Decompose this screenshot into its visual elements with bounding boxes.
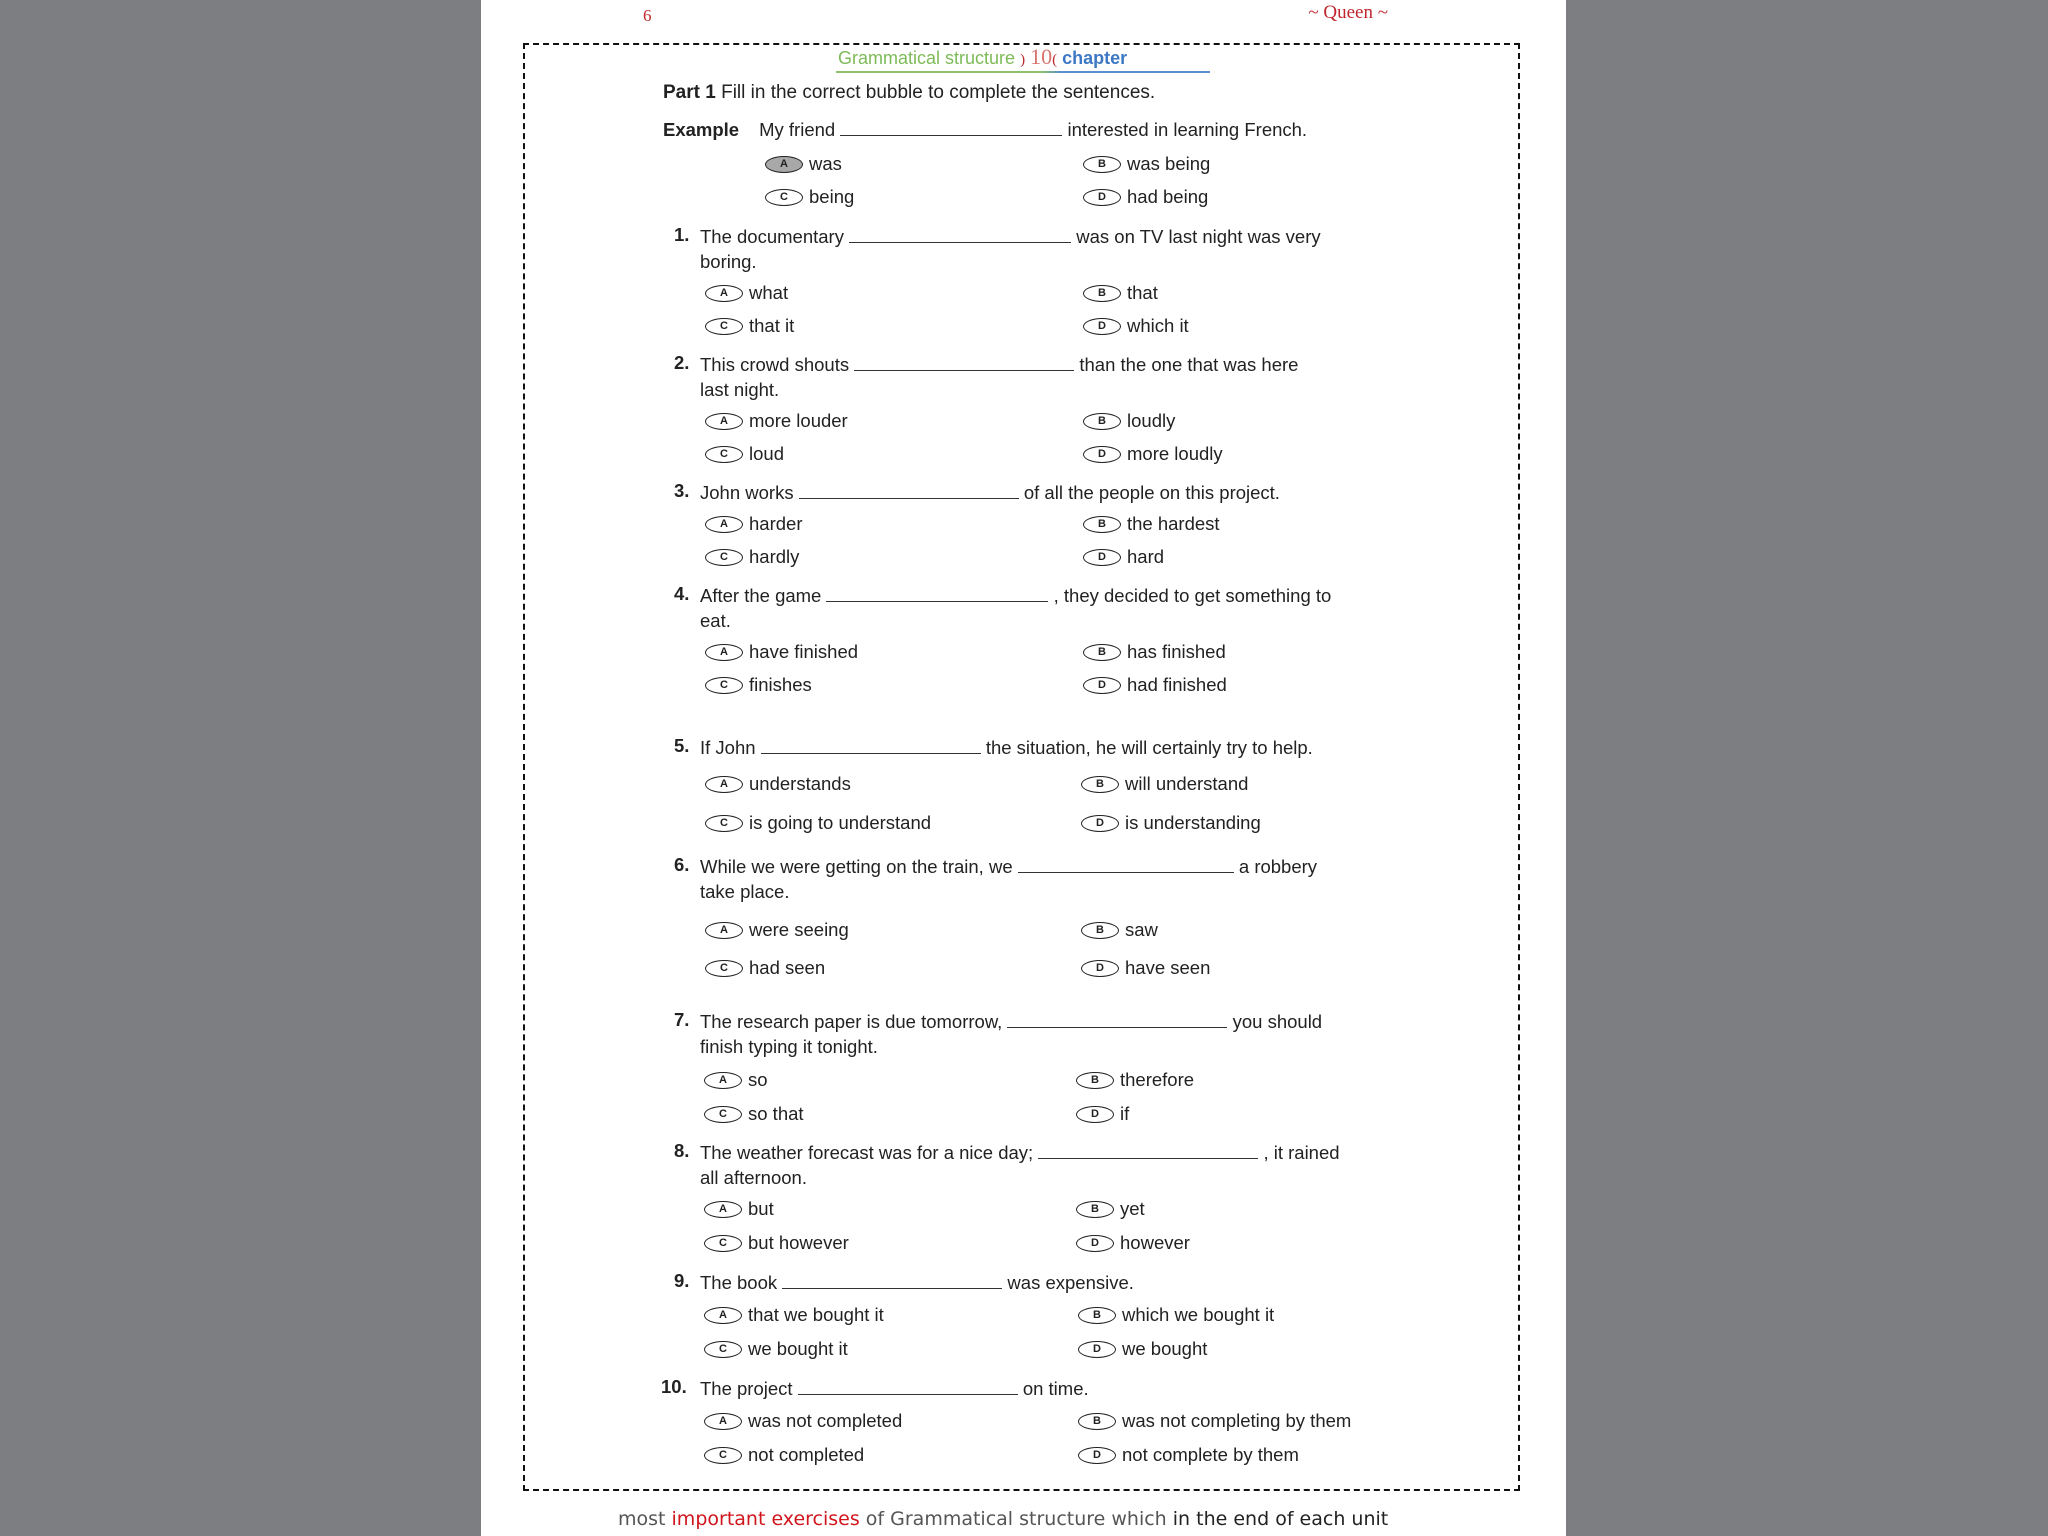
question-10-option-b[interactable]: B was not completing by them xyxy=(1078,1410,1351,1432)
question-stem: After the game , they decided to get something to eat. xyxy=(700,585,1332,631)
question-stem: While we were getting on the train, we a robbery take place. xyxy=(700,856,1318,902)
bubble-d[interactable]: D xyxy=(1083,549,1121,566)
bubble-b[interactable]: B xyxy=(1078,1413,1116,1430)
bubble-b[interactable]: B xyxy=(1083,156,1121,173)
question-3-option-a[interactable]: A harder xyxy=(705,513,802,535)
question-10-option-d[interactable]: D not complete by them xyxy=(1078,1444,1299,1466)
bubble-c[interactable]: C xyxy=(765,189,803,206)
bubble-b[interactable]: B xyxy=(1081,922,1119,939)
question-10-option-a[interactable]: A was not completed xyxy=(704,1410,902,1432)
question-stem: John works of all the people on this project. xyxy=(700,482,1280,503)
question-stem: The documentary was on TV last night was very boring. xyxy=(700,226,1321,272)
question-9-option-a[interactable]: A that we bought it xyxy=(704,1304,884,1326)
bubble-d[interactable]: D xyxy=(1078,1341,1116,1358)
question-stem: The project on time. xyxy=(700,1378,1089,1399)
question-3-option-c[interactable]: C hardly xyxy=(705,546,799,568)
bubble-c[interactable]: C xyxy=(705,549,743,566)
answer-blank xyxy=(1018,858,1234,873)
bubble-c[interactable]: C xyxy=(704,1235,742,1252)
bubble-a[interactable]: A xyxy=(704,1072,742,1089)
bubble-b[interactable]: B xyxy=(1078,1307,1116,1324)
question-4-option-b[interactable]: B has finished xyxy=(1083,641,1226,663)
question-2-option-c[interactable]: C loud xyxy=(705,443,784,465)
question-2-option-d[interactable]: D more loudly xyxy=(1083,443,1223,465)
bubble-d[interactable]: D xyxy=(1083,318,1121,335)
bubble-b[interactable]: B xyxy=(1076,1072,1114,1089)
question-6-option-a[interactable]: A were seeing xyxy=(705,919,849,941)
bubble-d[interactable]: D xyxy=(1076,1106,1114,1123)
bubble-a[interactable]: A xyxy=(704,1307,742,1324)
question-5-option-d[interactable]: D is understanding xyxy=(1081,812,1261,834)
question-9-option-b[interactable]: B which we bought it xyxy=(1078,1304,1274,1326)
question-stem: If John the situation, he will certainly try to help. xyxy=(700,737,1313,758)
bubble-a[interactable]: A xyxy=(704,1413,742,1430)
question-number: 4. xyxy=(674,583,690,604)
question-number: 6. xyxy=(674,854,690,875)
question-4-option-d[interactable]: D had finished xyxy=(1083,674,1227,696)
header-subject: Grammatical structure xyxy=(838,48,1016,68)
question-4-option-a[interactable]: A have finished xyxy=(705,641,858,663)
bubble-c[interactable]: C xyxy=(705,446,743,463)
question-number: 9. xyxy=(674,1270,690,1291)
question-number: 8. xyxy=(674,1140,690,1161)
author-signature: ~ Queen ~ xyxy=(1308,2,1388,23)
question-9-option-c[interactable]: C we bought it xyxy=(704,1338,848,1360)
bubble-d[interactable]: D xyxy=(1083,677,1121,694)
page-number: 6 xyxy=(643,6,652,25)
question-8-option-a[interactable]: A but xyxy=(704,1198,774,1220)
answer-blank xyxy=(1007,1013,1227,1028)
answer-blank xyxy=(854,356,1074,371)
question-5-option-c[interactable]: C is going to understand xyxy=(705,812,931,834)
bubble-b[interactable]: B xyxy=(1083,413,1121,430)
bubble-c[interactable]: C xyxy=(704,1106,742,1123)
question-stem: The research paper is due tomorrow, you should finish typing it tonight. xyxy=(700,1011,1323,1057)
document-page xyxy=(481,0,1566,1536)
chapter-number: 10 xyxy=(1030,44,1053,69)
question-2-option-a[interactable]: A more louder xyxy=(705,410,848,432)
question-1-option-c[interactable]: C that it xyxy=(705,315,794,337)
question-stem: The weather forecast was for a nice day; , it rained all afternoon. xyxy=(700,1142,1340,1188)
bubble-b[interactable]: B xyxy=(1083,285,1121,302)
question-5-option-a[interactable]: A understands xyxy=(705,773,851,795)
bubble-b[interactable]: B xyxy=(1081,776,1119,793)
example-stem: Example My friend interested in learning French. xyxy=(663,119,1308,140)
bubble-a[interactable]: A xyxy=(705,413,743,430)
question-number: 1. xyxy=(674,224,690,245)
answer-blank xyxy=(799,484,1019,499)
question-8-option-c[interactable]: C but however xyxy=(704,1232,849,1254)
question-4-option-c[interactable]: C finishes xyxy=(705,674,812,696)
bubble-b[interactable]: B xyxy=(1076,1201,1114,1218)
bubble-a[interactable]: A xyxy=(704,1201,742,1218)
bubble-a[interactable]: A xyxy=(705,644,743,661)
bubble-b[interactable]: B xyxy=(1083,516,1121,533)
question-1-option-d[interactable]: D which it xyxy=(1083,315,1189,337)
question-7-option-a[interactable]: A so xyxy=(704,1069,768,1091)
question-6-option-b[interactable]: B saw xyxy=(1081,919,1158,941)
bubble-d[interactable]: D xyxy=(1081,960,1119,977)
question-2-option-b[interactable]: B loudly xyxy=(1083,410,1175,432)
bubble-d[interactable]: D xyxy=(1076,1235,1114,1252)
question-number: 7. xyxy=(674,1009,690,1030)
answer-blank xyxy=(761,739,981,754)
answer-blank xyxy=(840,121,1062,136)
answer-blank xyxy=(782,1274,1002,1289)
answer-blank xyxy=(849,228,1071,243)
question-stem: The book was expensive. xyxy=(700,1272,1134,1293)
question-1-option-b[interactable]: B that xyxy=(1083,282,1158,304)
bubble-c[interactable]: C xyxy=(704,1447,742,1464)
bubble-d[interactable]: D xyxy=(1083,189,1121,206)
question-3-option-b[interactable]: B the hardest xyxy=(1083,513,1220,535)
question-stem: This crowd shouts than the one that was here last night. xyxy=(700,354,1299,400)
question-1-option-a[interactable]: A what xyxy=(705,282,788,304)
question-7-option-b[interactable]: B therefore xyxy=(1076,1069,1194,1091)
example-option-d[interactable]: D had being xyxy=(1083,186,1208,208)
question-number: 10. xyxy=(661,1376,687,1397)
header-chapter: chapter xyxy=(1062,48,1128,68)
bubble-c[interactable]: C xyxy=(705,960,743,977)
question-9-option-d[interactable]: D we bought xyxy=(1078,1338,1207,1360)
question-7-option-d[interactable]: D if xyxy=(1076,1103,1129,1125)
example-option-b[interactable]: B was being xyxy=(1083,153,1210,175)
bubble-d[interactable]: D xyxy=(1083,446,1121,463)
question-6-option-c[interactable]: C had seen xyxy=(705,957,825,979)
bubble-d[interactable]: D xyxy=(1081,815,1119,832)
bubble-a[interactable]: A xyxy=(705,516,743,533)
bubble-a-filled[interactable]: A xyxy=(765,156,803,173)
bubble-a[interactable]: A xyxy=(705,776,743,793)
question-number: 5. xyxy=(674,735,690,756)
question-number: 2. xyxy=(674,352,690,373)
question-3-option-d[interactable]: D hard xyxy=(1083,546,1164,568)
example-option-c[interactable]: C being xyxy=(765,186,854,208)
header-underline xyxy=(836,71,1210,73)
question-10-option-c[interactable]: C not completed xyxy=(704,1444,864,1466)
bubble-c[interactable]: C xyxy=(704,1341,742,1358)
bubble-c[interactable]: C xyxy=(705,815,743,832)
bubble-d[interactable]: D xyxy=(1078,1447,1116,1464)
answer-blank xyxy=(1038,1144,1258,1159)
bubble-c[interactable]: C xyxy=(705,677,743,694)
answer-blank xyxy=(826,587,1048,602)
question-7-option-c[interactable]: C so that xyxy=(704,1103,804,1125)
question-8-option-b[interactable]: B yet xyxy=(1076,1198,1145,1220)
bubble-b[interactable]: B xyxy=(1083,644,1121,661)
chapter-header: Grammatical structure ) 10( chapter xyxy=(838,44,1128,69)
bubble-c[interactable]: C xyxy=(705,318,743,335)
question-5-option-b[interactable]: B will understand xyxy=(1081,773,1248,795)
part-title: Part 1 Fill in the correct bubble to complete the sentences. xyxy=(663,82,1156,103)
page-footer: most important exercises of Grammatical structure which in the end of each unit xyxy=(618,1508,1389,1530)
question-8-option-d[interactable]: D however xyxy=(1076,1232,1190,1254)
question-6-option-d[interactable]: D have seen xyxy=(1081,957,1210,979)
example-option-a[interactable]: A was xyxy=(765,153,842,175)
answer-blank xyxy=(798,1380,1018,1395)
bubble-a[interactable]: A xyxy=(705,922,743,939)
bubble-a[interactable]: A xyxy=(705,285,743,302)
question-number: 3. xyxy=(674,480,690,501)
